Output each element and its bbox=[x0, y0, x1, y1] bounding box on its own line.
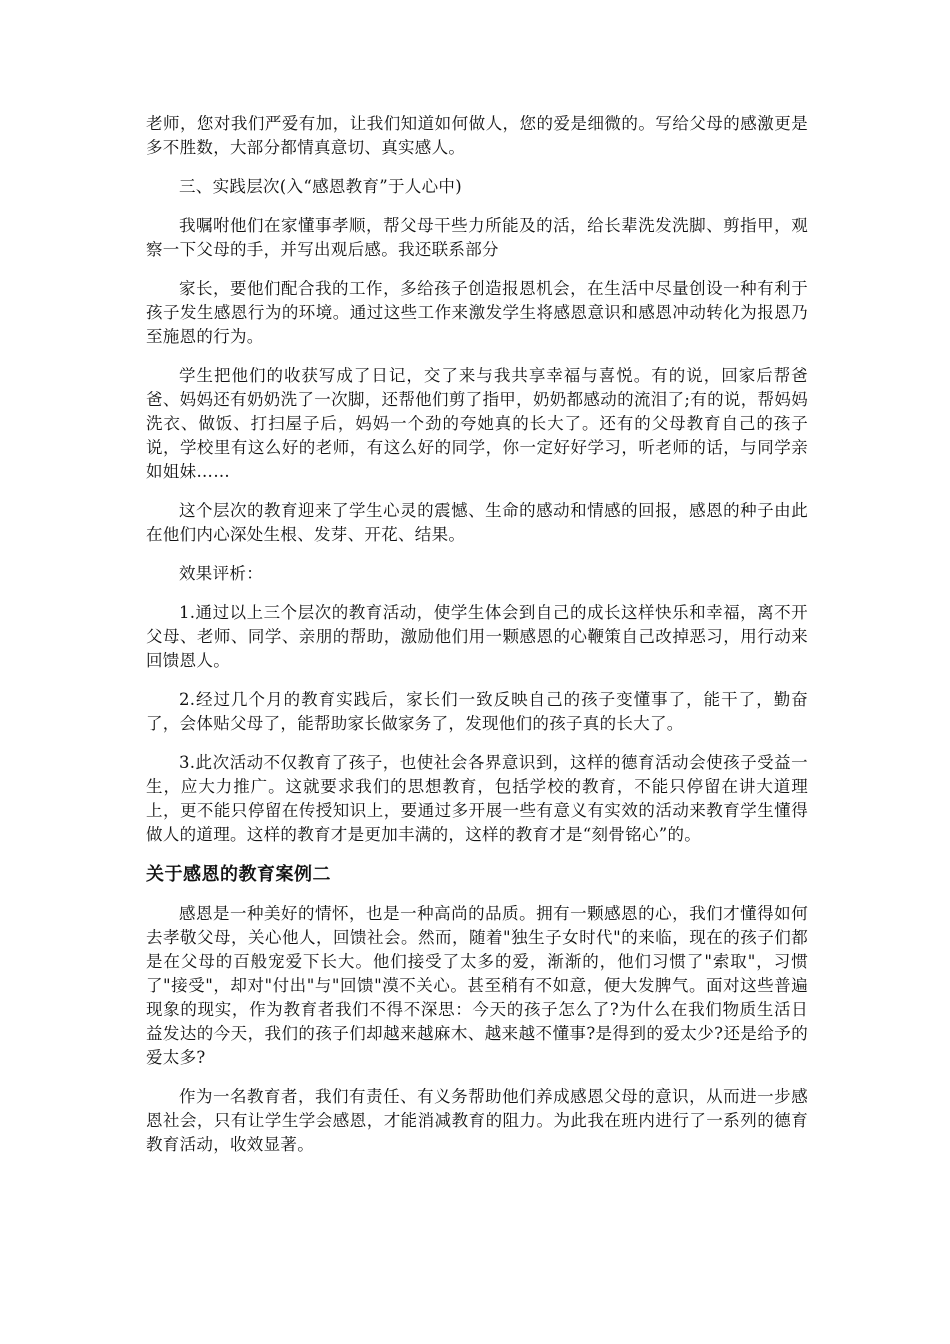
paragraph: 家长，要他们配合我的工作，多给孩子创造报恩机会，在生活中尽量创设一种有利于孩子发生感恩行为的环境。通过这些工作来激发学生将感恩意识和感恩冲动转化为报恩乃至施恩的行为。 bbox=[146, 279, 808, 346]
paragraph: 学生把他们的收获写成了日记，交了来与我共享幸福与喜悦。有的说，回家后帮爸爸、妈妈还有奶奶洗了一次脚，还帮他们剪了指甲，奶奶都感动的流泪了;有的说，帮妈妈洗衣、做饭、打扫屋子后，妈妈一个劲的夸她真的长大了。还有的父母教育自己的孩子说，学校里有这么好的老师，有这么好的同学，你一定好好学习，听老师的话，与同学亲如姐妹…… bbox=[146, 366, 808, 481]
evaluation-item: 2.经过几个月的教育实践后，家长们一致反映自己的孩子变懂事了，能干了，勤奋了，会体贴父母了，能帮助家长做家务了，发现他们的孩子真的长大了。 bbox=[146, 690, 808, 733]
section-heading: 关于感恩的教育案例二 bbox=[146, 864, 331, 885]
section-title-practice-level: 三、实践层次(入“感恩教育”于人心中) bbox=[179, 177, 462, 196]
paragraph: 作为一名教育者，我们有责任、有义务帮助他们养成感恩父母的意识，从而进一步感恩社会，只有让学生学会感恩，才能消减教育的阻力。为此我在班内进行了一系列的德育教育活动，收效显著。 bbox=[146, 1087, 808, 1154]
paragraph: 我嘱咐他们在家懂事孝顺，帮父母干些力所能及的活，给长辈洗发洗脚、剪指甲，观察一下父母的手，并写出观后感。我还联系部分 bbox=[146, 216, 808, 259]
document-page bbox=[146, 112, 808, 1172]
evaluation-item: 3.此次活动不仅教育了孩子，也使社会各界意识到，这样的德育活动会使孩子受益一生，应大力推广。这就要求我们的思想教育，包括学校的教育，不能只停留在讲大道理上，更不能只停留在传授知识上，要通过多开展一些有意义有实效的活动来教育学生懂得做人的道理。这样的教育才是更加丰满的，这样的教育才是“刻骨铭心”的。 bbox=[146, 753, 808, 844]
paragraph: 老师，您对我们严爱有加，让我们知道如何做人，您的爱是细微的。写给父母的感激更是多不胜数，大部分都情真意切、真实感人。 bbox=[146, 114, 808, 157]
effect-evaluation-label: 效果评析： bbox=[179, 564, 263, 583]
paragraph: 这个层次的教育迎来了学生心灵的震憾、生命的感动和情感的回报，感恩的种子由此在他们内心深处生根、发芽、开花、结果。 bbox=[146, 501, 808, 544]
evaluation-item: 1.通过以上三个层次的教育活动，使学生体会到自己的成长这样快乐和幸福，离不开父母、老师、同学、亲朋的帮助，激励他们用一颗感恩的心鞭策自己改掉恶习，用行动来回馈恩人。 bbox=[146, 603, 808, 670]
paragraph: 感恩是一种美好的情怀，也是一种高尚的品质。拥有一颗感恩的心，我们才懂得如何去孝敬父母，关心他人，回馈社会。然而，随着"独生子女时代"的来临，现在的孩子们都是在父母的百般宠爱下长大。他们接受了太多的爱，渐渐的，他们习惯了"索取"，习惯了"接受"，却对"付出"与"回馈"漠不关心。甚至稍有不如意，便大发脾气。面对这些普遍现象的现实，作为教育者我们不得不深思：今天的孩子怎么了?为什么在我们物质生活日益发达的今天，我们的孩子们却越来越麻木、越来越不懂事?是得到的爱太少?还是给予的爱太多? bbox=[146, 904, 808, 1067]
